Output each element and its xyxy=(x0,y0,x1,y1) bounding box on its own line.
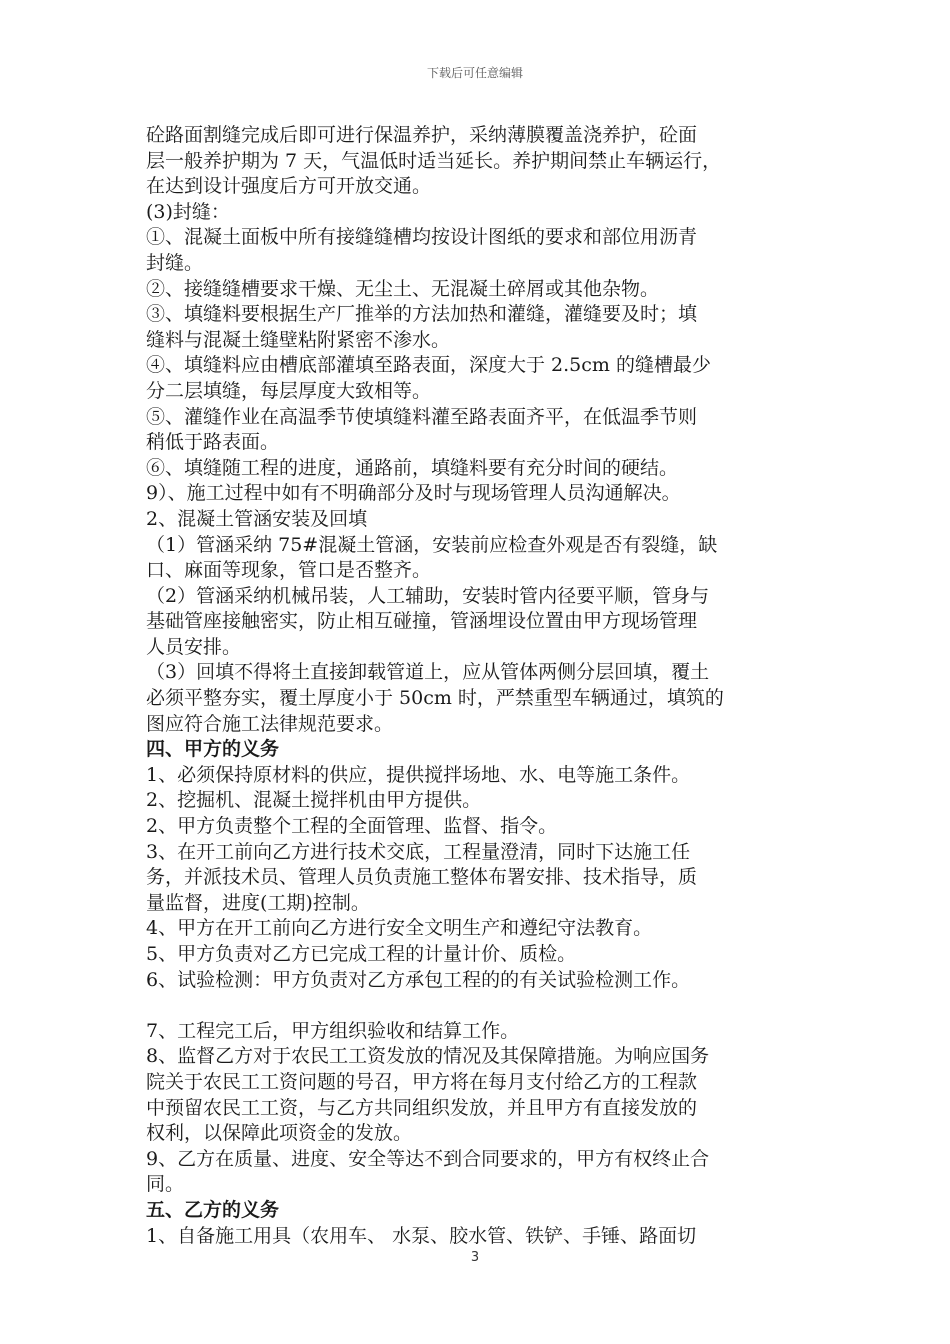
text-line: 封缝。 xyxy=(146,251,204,274)
text-line: 2、挖掘机、混凝土搅拌机由甲方提供。 xyxy=(146,789,482,812)
text-line: 图应符合施工法律规范要求。 xyxy=(146,712,394,735)
text-line: （3）回填不得将土直接卸载管道上，应从管体两侧分层回填，覆土 xyxy=(146,661,710,684)
text-line: 4、甲方在开工前向乙方进行安全文明生产和遵纪守法教育。 xyxy=(146,917,653,940)
page-header: 下载后可任意编辑 xyxy=(426,66,523,80)
text-line: 2、混凝土管涵安装及回填 xyxy=(146,507,368,530)
text-line: 必须平整夯实，覆土厚度小于 50cm 时，严禁重型车辆通过，填筑的 xyxy=(146,687,724,710)
text-line: 务，并派技术员、管理人员负责施工整体布署安排、技术指导，质 xyxy=(146,866,698,889)
text-line: 6、试验检测：甲方负责对乙方承包工程的的有关试验检测工作。 xyxy=(146,968,691,991)
text-line: 9、乙方在质量、进度、安全等达不到合同要求的，甲方有权终止合 xyxy=(146,1147,710,1170)
text-line: （1）管涵采纳 75#混凝土管涵，安装前应检查外观是否有裂缝，缺 xyxy=(146,533,718,556)
text-line: 同。 xyxy=(146,1173,185,1196)
section-heading: 四、甲方的义务 xyxy=(146,738,280,761)
text-line: 7、工程完工后，甲方组织验收和结算工作。 xyxy=(146,1019,520,1042)
document-body xyxy=(146,123,808,1249)
page-number: 3 xyxy=(470,1250,480,1265)
text-line: ⑤、灌缝作业在高温季节使填缝料灌至路表面齐平，在低温季节则 xyxy=(146,405,698,428)
text-line: 缝料与混凝土缝壁粘附紧密不渗水。 xyxy=(146,328,451,351)
text-line: 中预留农民工工资，与乙方共同组织发放，并且甲方有直接发放的 xyxy=(146,1096,698,1119)
text-line: 人员安排。 xyxy=(146,635,242,658)
text-line: 层一般养护期为 7 天，气温低时适当延长。养护期间禁止车辆运行， xyxy=(146,149,722,172)
text-line: 1、必须保持原材料的供应，提供搅拌场地、水、电等施工条件。 xyxy=(146,763,691,786)
text-line: 院关于农民工工资问题的号召，甲方将在每月支付给乙方的工程款 xyxy=(146,1070,698,1093)
text-line: 口、麻面等现象，管口是否整齐。 xyxy=(146,559,432,582)
text-line: ③、填缝料要根据生产厂推举的方法加热和灌缝，灌缝要及时；填 xyxy=(146,303,698,326)
text-line: 8、监督乙方对于农民工工资发放的情况及其保障措施。为响应国务 xyxy=(146,1045,710,1068)
text-line: 在达到设计强度后方可开放交通。 xyxy=(146,175,432,198)
text-line: 3、在开工前向乙方进行技术交底，工程量澄清，同时下达施工任 xyxy=(146,840,691,863)
text-line: 9）、施工过程中如有不明确部分及时与现场管理人员沟通解决。 xyxy=(146,482,681,505)
text-line: 1、自备施工用具（农用车、 水泵、胶水管、铁铲、手锤、路面切 xyxy=(146,1224,697,1247)
text-line: 砼路面割缝完成后即可进行保温养护，采纳薄膜覆盖浇养护，砼面 xyxy=(146,124,698,146)
section-heading: 五、乙方的义务 xyxy=(146,1198,280,1221)
text-line: (3)封缝： xyxy=(146,200,230,223)
text-line: ①、混凝土面板中所有接缝缝槽均按设计图纸的要求和部位用沥青 xyxy=(146,226,698,249)
text-line: 2、甲方负责整个工程的全面管理、监督、指令。 xyxy=(146,815,558,838)
text-line: （2）管涵采纳机械吊装，人工辅助，安装时管内径要平顺，管身与 xyxy=(146,584,710,607)
text-line: 稍低于路表面。 xyxy=(146,431,280,454)
text-line: 5、甲方负责对乙方已完成工程的计量计价、质检。 xyxy=(146,943,577,965)
text-line: 基础管座接触密实，防止相互碰撞，管涵埋设位置由甲方现场管理 xyxy=(146,610,698,633)
text-line: ⑥、填缝随工程的进度，通路前，填缝料要有充分时间的硬结。 xyxy=(146,456,679,479)
text-line: 分二层填缝，每层厚度大致相等。 xyxy=(146,379,432,402)
text-line: 量监督，进度(工期)控制。 xyxy=(146,891,370,914)
blank-line xyxy=(146,993,808,1019)
text-line: ④、填缝料应由槽底部灌填至路表面，深度大于 2.5cm 的缝槽最少 xyxy=(146,354,711,377)
text-line: 权利，以保障此项资金的发放。 xyxy=(146,1122,413,1145)
text-line: ②、接缝缝槽要求干燥、无尘土、无混凝土碎屑或其他杂物。 xyxy=(146,277,660,300)
